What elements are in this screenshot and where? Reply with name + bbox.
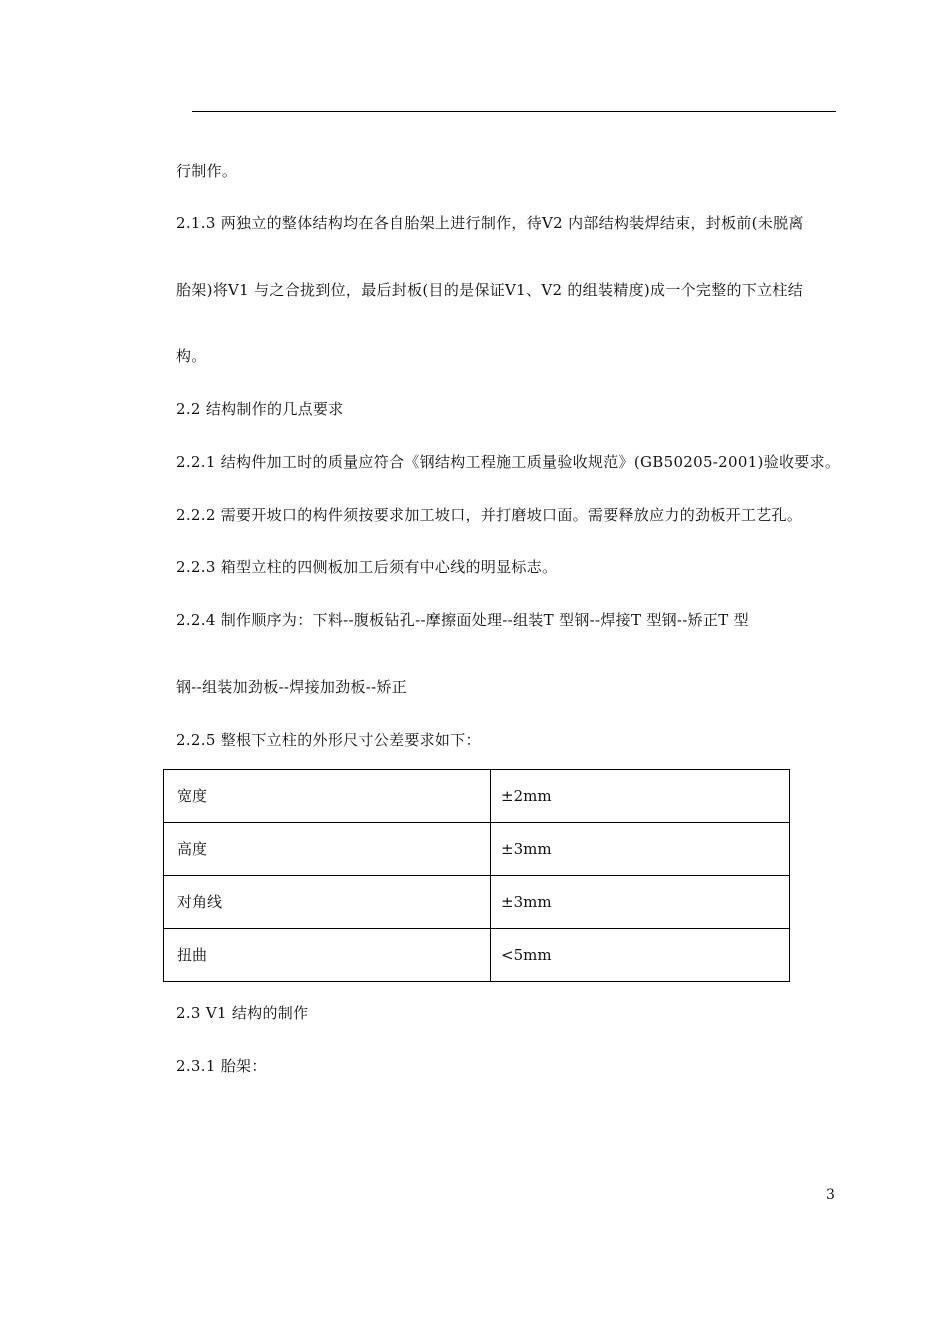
text-line-2-1-3-cont: 胎架)将V1 与之合拢到位，最后封板(目的是保证V1、V2 的组装精度)成一个完整的下立柱结 — [176, 281, 804, 299]
text-line-2-2-1: 2.2.1 结构件加工时的质量应符合《钢结构工程施工质量验收规范》(GB50205-2001)验收要求。 — [176, 453, 841, 471]
table-row — [164, 770, 790, 823]
text-line-continuation: 行制作。 — [176, 162, 238, 180]
page-number: 3 — [826, 1187, 835, 1203]
text-line-2-1-3-end: 构。 — [176, 347, 207, 365]
text-line-2-2-5: 2.2.5 整根下立柱的外形尺寸公差要求如下： — [176, 731, 481, 749]
text-line-2-2-3: 2.2.3 箱型立柱的四侧板加工后须有中心线的明显标志。 — [176, 558, 558, 576]
text-line-2-2-2: 2.2.2 需要开坡口的构件须按要求加工坡口，并打磨坡口面。需要释放应力的劲板开工艺孔。 — [176, 506, 803, 524]
header-rule — [192, 111, 836, 112]
section-heading-2-2: 2.2 结构制作的几点要求 — [176, 400, 344, 418]
table-cell-item: 宽度 — [164, 770, 491, 823]
tolerance-table — [163, 769, 790, 982]
table-cell-tolerance: <5mm — [491, 929, 790, 982]
text-line-2-2-4-cont: 钢--组装加劲板--焊接加劲板--矫正 — [176, 678, 408, 696]
table-cell-tolerance: ±3mm — [491, 876, 790, 929]
table-row — [164, 823, 790, 876]
section-heading-2-3: 2.3 V1 结构的制作 — [176, 1004, 309, 1022]
table-cell-tolerance: ±3mm — [491, 823, 790, 876]
text-line-2-2-4: 2.2.4 制作顺序为：下料--腹板钻孔--摩擦面处理--组装T 型钢--焊接T 型钢--矫正T 型 — [176, 611, 749, 629]
table-row — [164, 929, 790, 982]
table-cell-item: 扭曲 — [164, 929, 491, 982]
table-cell-item: 高度 — [164, 823, 491, 876]
table-cell-item: 对角线 — [164, 876, 491, 929]
text-line-2-3-1: 2.3.1 胎架： — [176, 1057, 267, 1075]
text-line-2-1-3: 2.1.3 两独立的整体结构均在各自胎架上进行制作，待V2 内部结构装焊结束，封板前(未脱离 — [176, 214, 804, 232]
table-row — [164, 876, 790, 929]
table-cell-tolerance: ±2mm — [491, 770, 790, 823]
